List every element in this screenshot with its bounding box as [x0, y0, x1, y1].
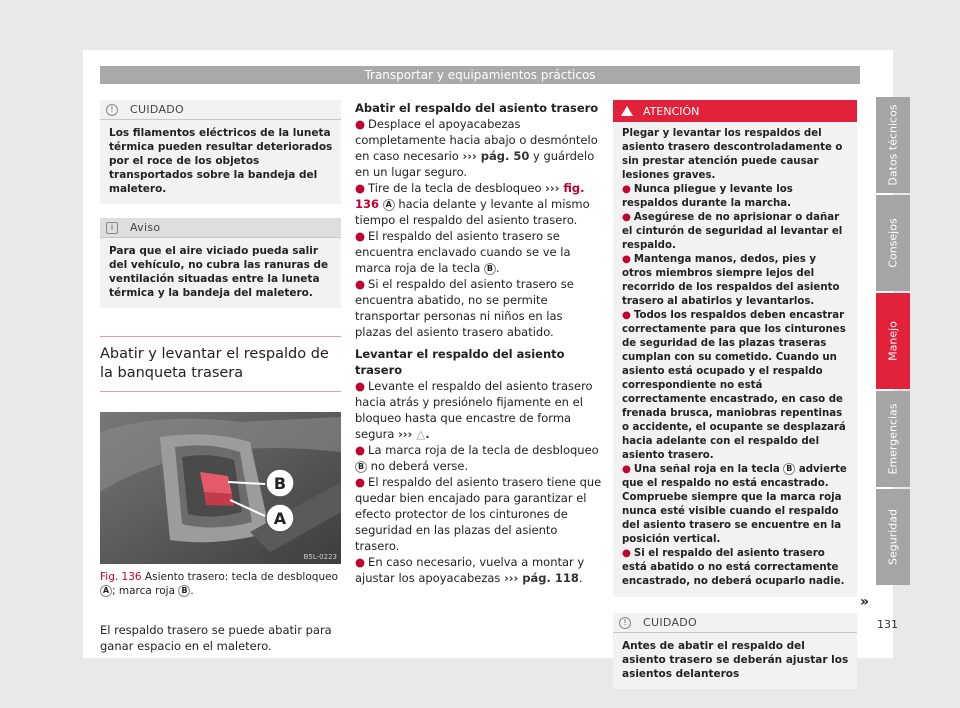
- atencion-header: [613, 100, 857, 122]
- caption-text-2: ; marca roja: [112, 585, 176, 597]
- key-b: B: [178, 585, 190, 597]
- tab-manejo[interactable]: Manejo: [876, 293, 910, 389]
- step-8: ● En caso necesario, vuelva a montar y ajustar los apoyacabezas ››› pág. 118.: [355, 555, 585, 585]
- tab-seguridad[interactable]: Seguridad: [876, 489, 910, 585]
- step-2: ● Tire de la tecla de desbloqueo ››› fig. 136 A hacia delante y levante al mismo tiempo el respaldo del asiento trasero.: [355, 181, 590, 227]
- bullet: ●: [355, 229, 366, 243]
- figure-label-b: B: [273, 474, 287, 493]
- bullet: ●: [355, 181, 366, 195]
- fig-ref-136[interactable]: ››› fig. 136: [355, 181, 585, 211]
- cuidado-box-2: [613, 613, 857, 689]
- figure-code: B5L-0223: [303, 553, 337, 561]
- cuidado-header: [100, 100, 341, 120]
- cuidado-label: CUIDADO: [130, 103, 185, 116]
- aviso-box: [100, 218, 341, 308]
- middle-column: [355, 100, 602, 586]
- caution-icon: !: [619, 617, 631, 629]
- bullet: ●: [355, 443, 366, 457]
- bullet: ●: [355, 379, 366, 393]
- caution-icon: !: [106, 104, 118, 116]
- step-7: ● El respaldo del asiento trasero tiene que quedar bien encajado para garantizar el efecto protector de los cinturones de seguridad en las plazas del asiento trasero.: [355, 475, 602, 553]
- step-1: ● Desplace el apoyacabezas completamente hacia abajo o desmóntelo en caso necesario ››› pág. 50 y guárdelo en un lugar seguro.: [355, 117, 598, 179]
- section-title: Abatir y levantar el respaldo de la banqueta trasera: [100, 336, 341, 392]
- warning-ref[interactable]: ››› △.: [398, 427, 430, 441]
- atencion-intro: Plegar y levantar los respaldos del asiento trasero descontroladamente o sin prestar atención puede causar lesiones graves.: [622, 128, 843, 181]
- bullet: ●: [355, 117, 366, 131]
- figure-caption: [100, 570, 341, 598]
- atencion-text: [613, 122, 857, 597]
- info-icon: i: [106, 222, 118, 234]
- step-6: ● La marca roja de la tecla de desbloqueo B no deberá verse.: [355, 443, 599, 473]
- key-b: B: [355, 461, 367, 473]
- page-ref-118[interactable]: ››› pág. 118: [504, 571, 579, 585]
- continue-arrow-icon: »: [860, 594, 870, 610]
- warning-icon: [621, 106, 633, 116]
- warning-triangle-icon: △: [416, 427, 426, 441]
- intro-paragraph: El respaldo trasero se puede abatir para ganar espacio en el maletero.: [100, 623, 332, 653]
- caption-fig-num: Fig. 136: [100, 571, 142, 583]
- atencion-item: ● Asegúrese de no aprisionar o dañar el cinturón de seguridad al levantar el respaldo.: [622, 212, 843, 251]
- atencion-item: ● Todos los respaldos deben encastrar correctamente para que los cinturones de seguridad de las plazas traseras cumplan con su cometido. Cuando un asiento está ocupado y el respaldo correspondiente no está correctamente encastrado, en caso de frenada brusca, maniobras repentinas o accidente, el ocupante se desplazará hacia adelante con el respaldo del asiento trasero.: [622, 310, 846, 461]
- figure-136: [100, 412, 341, 564]
- tab-emergencias[interactable]: Emergencias: [876, 391, 910, 487]
- aviso-header: [100, 218, 341, 238]
- bullet: ●: [355, 555, 366, 569]
- atencion-item: ● Una señal roja en la tecla B advierte que el respaldo no está encastrado. Compruebe siempre que la marca roja nunca esté visible cuando el respaldo del asiento trasero se encuentre en la posición vertical.: [622, 464, 847, 545]
- aviso-text: Para que el aire viciado pueda salir del vehículo, no cubra las ranuras de ventilación situadas entre la luneta térmica y la bandeja del maletero.: [109, 245, 329, 299]
- caption-text-1: Asiento trasero: tecla de desbloqueo: [144, 571, 338, 583]
- key-b: B: [783, 463, 795, 475]
- bullet: ●: [355, 277, 366, 291]
- key-a: A: [100, 585, 112, 597]
- key-a: A: [383, 199, 395, 211]
- cuidado-label-2: CUIDADO: [643, 616, 698, 629]
- aviso-label: Aviso: [130, 221, 161, 234]
- raise-title: Levantar el respaldo del asiento trasero: [355, 347, 565, 377]
- step-4: ● Si el respaldo del asiento trasero se encuentra abatido, no se permite transportar personas ni niños en las plazas del asiento trasero abatido.: [355, 277, 574, 339]
- bullet: ●: [355, 475, 366, 489]
- atencion-box: [613, 100, 857, 597]
- cuidado-text: Los filamentos eléctricos de la luneta térmica pueden resultar deteriorados por el roce de los objetos transportados sobre la bandeja del maletero.: [109, 127, 333, 195]
- atencion-label: ATENCIÓN: [643, 104, 700, 118]
- cuidado-header-2: [613, 613, 857, 633]
- cuidado-text-2: Antes de abatir el respaldo del asiento trasero se deberán ajustar los asientos delanteros: [622, 640, 849, 680]
- atencion-item: ● Nunca pliegue y levante los respaldos durante la marcha.: [622, 184, 793, 209]
- tab-consejos[interactable]: Consejos: [876, 195, 910, 291]
- seat-release-illustration: [100, 412, 341, 564]
- atencion-item: ● Si el respaldo del asiento trasero está abatido o no está correctamente encastrado, no deberá ocuparlo nadie.: [622, 548, 845, 587]
- atencion-item: ● Mantenga manos, dedos, pies y otros miembros siempre lejos del recorrido de los respaldos del asiento trasero al abatirlos y levantarlos.: [622, 254, 840, 307]
- key-b: B: [484, 263, 496, 275]
- figure-label-a: A: [273, 509, 287, 528]
- chapter-tabs: [876, 97, 910, 587]
- fold-title: Abatir el respaldo del asiento trasero: [355, 101, 599, 115]
- caption-end: .: [190, 585, 194, 597]
- step-5: ● Levante el respaldo del asiento trasero hacia atrás y presiónelo fijamente en el bloqueo hasta que encastre de forma segura ››› △.: [355, 379, 593, 441]
- right-column: [613, 100, 857, 703]
- cuidado-box: [100, 100, 341, 204]
- left-column: [100, 100, 341, 654]
- page-ref-50[interactable]: ››› pág. 50: [462, 149, 530, 163]
- page-header: Transportar y equipamientos prácticos: [100, 66, 860, 84]
- step-3: ● El respaldo del asiento trasero se encuentra enclavado cuando se ve la marca roja de la tecla B .: [355, 229, 571, 275]
- tab-datos-tecnicos[interactable]: Datos técnicos: [876, 97, 910, 193]
- page-number: 131: [877, 618, 898, 631]
